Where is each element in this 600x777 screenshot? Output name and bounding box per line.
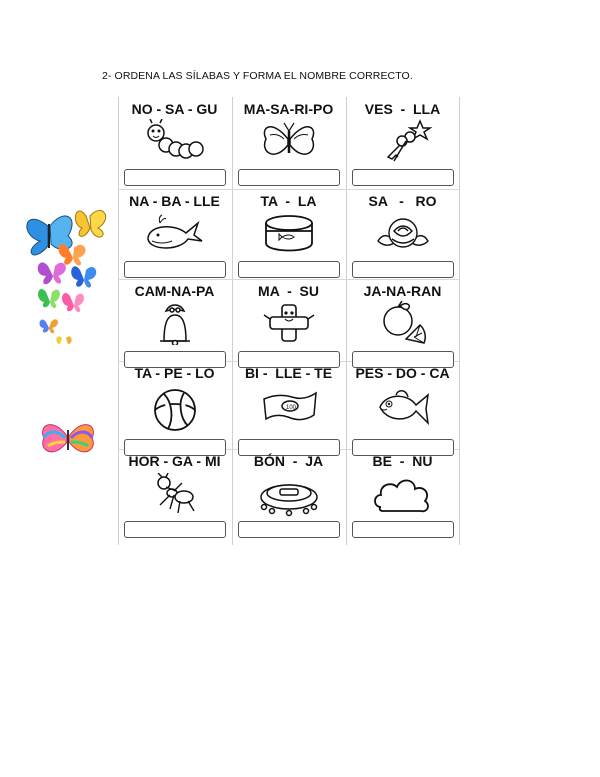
cell-fish [346,361,459,451]
cell-ant [118,449,231,539]
cell-butterfly [232,97,345,187]
rose-icon [372,211,434,255]
butterfly-yellow-icon [75,211,105,238]
syllables-label: BÓN - JA [253,453,324,469]
answer-field[interactable] [124,169,226,186]
syllables-label: VES - LLA [364,101,441,117]
cell-rose [346,189,459,279]
cloud-icon [364,473,440,517]
cell-keys [346,97,459,187]
cell-cloud [346,449,459,539]
butterfly-tiny-icon [40,319,72,344]
butterfly-orange-icon [59,244,86,265]
answer-field[interactable] [124,521,226,538]
butterfly-purple-icon [38,262,66,284]
syllables-label: SA - RO [368,193,437,209]
cell-bell [118,279,231,369]
syllables-label: TA - LA [260,193,317,209]
cell-soap [232,449,345,539]
rainbow-butterfly-illustration [38,416,98,460]
answer-field[interactable] [352,521,454,538]
syllables-label: NA - BA - LLE [129,193,220,209]
cell-whale [118,189,231,279]
syllables-label: HOR - GA - MI [128,453,221,469]
cell-ball [118,361,231,451]
whale-icon [144,211,206,255]
syllables-label: MA-SA-RI-PO [243,101,334,117]
ant-icon [144,473,206,517]
svg-text:100: 100 [286,405,297,411]
syllables-label: JA-NA-RAN [363,283,442,299]
butterfly-icon [258,119,320,163]
orange-icon [372,301,434,345]
cell-orange [346,279,459,369]
bell-icon [144,301,206,345]
keys-icon [372,119,434,163]
cell-banknote [232,361,345,451]
answer-field[interactable] [352,169,454,186]
butterfly-blue-small-icon [71,266,96,287]
syllables-label: CAM-NA-PA [134,283,215,299]
answer-field[interactable] [124,261,226,278]
butterfly-cluster-illustration [18,196,118,348]
butterfly-green-icon [38,289,60,308]
answer-field[interactable] [352,261,454,278]
worksheet-grid [118,97,460,545]
answer-field[interactable] [238,521,340,538]
syllables-label: TA - PE - LO [134,365,215,381]
soap-icon [258,473,320,517]
plus-sign-icon [258,301,320,345]
syllables-label: BE - NU [372,453,433,469]
ball-icon [144,385,206,435]
cell-plus-sign [232,279,345,369]
butterfly-pink-icon [62,293,84,312]
answer-field[interactable] [238,261,340,278]
answer-field[interactable] [238,169,340,186]
syllables-label: BI - LLE - TE [244,365,333,381]
fish-icon [372,385,434,429]
can-icon [258,211,320,255]
caterpillar-icon [144,119,206,163]
syllables-label: NO - SA - GU [131,101,218,117]
syllables-label: PES - DO - CA [355,365,450,381]
banknote-icon [258,385,320,429]
syllables-label: MA - SU [258,283,319,299]
cell-can [232,189,345,279]
instruction-text: 2- ORDENA LAS SÍLABAS Y FORMA EL NOMBRE CORRECTO. [102,70,413,82]
cell-caterpillar [118,97,231,187]
